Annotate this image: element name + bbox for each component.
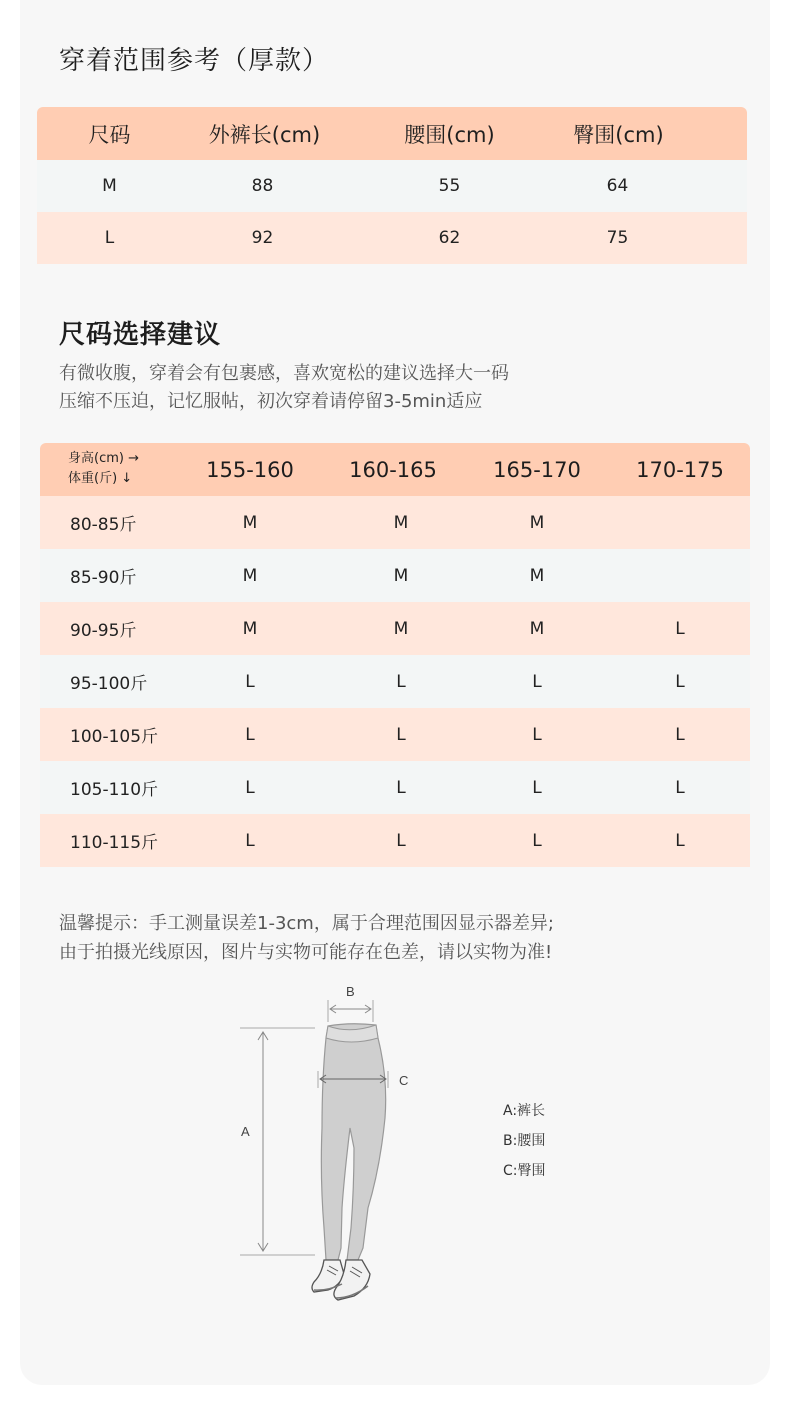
height-header: 170-175 <box>636 457 724 482</box>
header-length: 外裤长(cm) <box>208 122 321 147</box>
size-cell: L <box>396 671 406 692</box>
size-cell: M <box>393 512 409 533</box>
size-cell <box>620 549 740 602</box>
weight-cell: 105-110斤 <box>70 780 159 800</box>
size-cell: L <box>532 830 542 851</box>
height-header: 155-160 <box>206 457 294 482</box>
measurement-table <box>37 107 747 264</box>
weight-cell: 100-105斤 <box>70 727 159 747</box>
size-cell: M <box>242 565 258 586</box>
legend-item-hip: C:臀围 <box>503 1163 546 1179</box>
size-cell: M <box>242 512 258 533</box>
cell-length: 92 <box>251 228 274 248</box>
tip-text <box>59 909 554 967</box>
size-recommendation-table <box>40 443 750 867</box>
section2-description <box>59 360 509 416</box>
cell-hip: 64 <box>606 176 629 196</box>
size-cell: L <box>532 671 542 692</box>
table-row <box>37 212 747 264</box>
table-row <box>40 549 750 602</box>
size-cell: M <box>529 565 545 586</box>
recommendation-table-header <box>40 443 750 496</box>
legend-item-length: A:裤长 <box>503 1103 546 1119</box>
table-row <box>40 761 750 814</box>
size-cell: L <box>245 830 255 851</box>
size-cell: M <box>242 618 258 639</box>
size-cell: L <box>245 724 255 745</box>
weight-cell: 80-85斤 <box>70 515 137 535</box>
label-a: A <box>241 1124 250 1139</box>
cell-hip: 75 <box>606 228 629 248</box>
header-waist: 腰围(cm) <box>404 122 495 147</box>
diagram-legend <box>503 1096 546 1186</box>
size-cell: M <box>393 565 409 586</box>
size-cell: L <box>396 777 406 798</box>
cell-waist: 55 <box>438 176 461 196</box>
description-line: 压缩不压迫，记忆服帖，初次穿着请停留3-5min适应 <box>59 391 483 412</box>
table-row <box>40 655 750 708</box>
legend-item-waist: B:腰围 <box>503 1133 546 1149</box>
table-row <box>40 814 750 867</box>
height-header: 165-170 <box>493 457 581 482</box>
table-row <box>40 496 750 549</box>
size-cell: L <box>245 671 255 692</box>
size-cell: M <box>393 618 409 639</box>
label-c: C <box>399 1073 409 1088</box>
leggings-diagram <box>230 978 630 1308</box>
table-row <box>40 602 750 655</box>
size-cell: L <box>396 724 406 745</box>
size-cell: L <box>675 777 685 798</box>
size-cell: L <box>532 777 542 798</box>
corner-label <box>68 449 139 489</box>
weight-cell: 95-100斤 <box>70 674 148 694</box>
label-b: B <box>346 984 355 999</box>
table-row <box>37 160 747 212</box>
weight-cell: 85-90斤 <box>70 568 137 588</box>
weight-axis-label: 体重(斤) ↓ <box>68 471 133 486</box>
measurement-table-header <box>37 107 747 160</box>
height-header: 160-165 <box>349 457 437 482</box>
weight-cell: 90-95斤 <box>70 621 137 641</box>
size-cell: L <box>675 724 685 745</box>
header-hip: 臀围(cm) <box>573 122 664 147</box>
size-cell: L <box>396 830 406 851</box>
size-cell: L <box>675 618 685 639</box>
height-axis-label: 身高(cm) → <box>68 451 139 466</box>
tip-line: 由于拍摄光线原因，图片与实物可能存在色差，请以实物为准! <box>59 942 553 963</box>
cell-length: 88 <box>251 176 274 196</box>
cell-size: M <box>102 176 117 196</box>
size-cell: L <box>675 830 685 851</box>
size-cell: L <box>245 777 255 798</box>
tip-line: 温馨提示：手工测量误差1-3cm，属于合理范围因显示器差异; <box>59 913 554 934</box>
size-cell: M <box>529 618 545 639</box>
section2-title: 尺码选择建议 <box>59 320 222 350</box>
size-cell: L <box>532 724 542 745</box>
cell-size: L <box>104 228 115 248</box>
cell-waist: 62 <box>438 228 461 248</box>
size-cell: L <box>675 671 685 692</box>
section1-title: 穿着范围参考（厚款） <box>59 46 330 76</box>
header-size: 尺码 <box>88 122 131 147</box>
description-line: 有微收腹，穿着会有包裹感，喜欢宽松的建议选择大一码 <box>59 363 509 384</box>
table-row <box>40 708 750 761</box>
leggings-silhouette <box>321 1024 385 1260</box>
size-cell: M <box>529 512 545 533</box>
weight-cell: 110-115斤 <box>70 833 159 853</box>
size-cell <box>620 496 740 549</box>
